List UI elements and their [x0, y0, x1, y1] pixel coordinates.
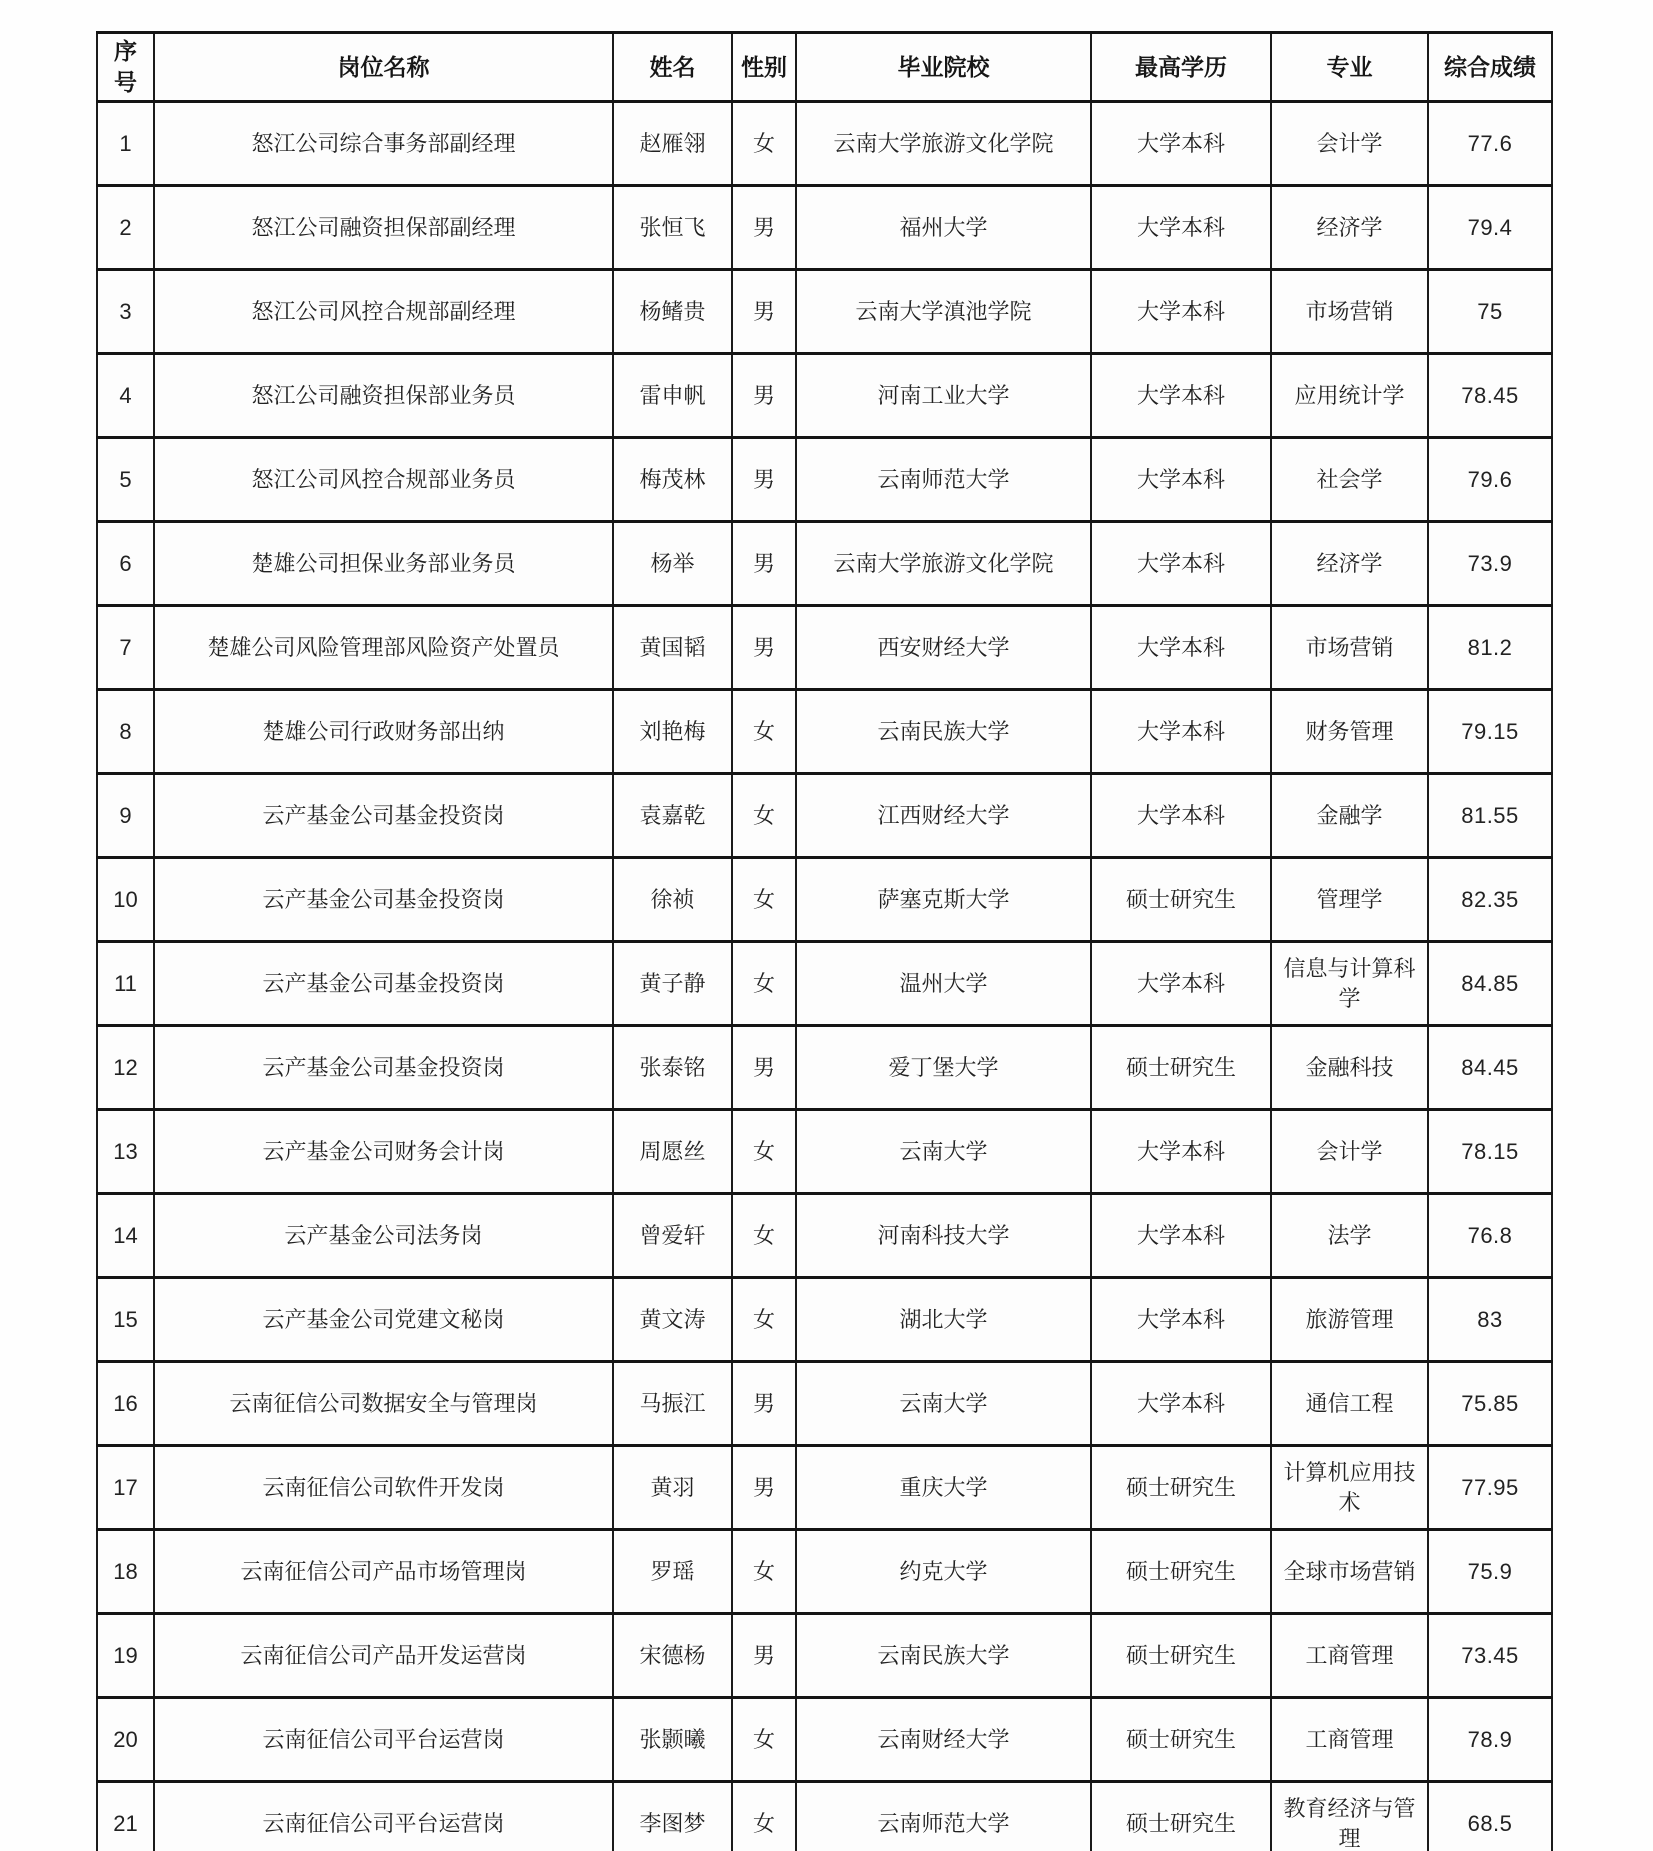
- cell-position: 怒江公司风控合规部副经理: [154, 270, 613, 354]
- cell-degree: 大学本科: [1091, 522, 1271, 606]
- cell-score: 81.2: [1428, 606, 1552, 690]
- cell-school: 萨塞克斯大学: [796, 858, 1091, 942]
- header-index: 序号: [97, 33, 154, 102]
- table-row: [97, 354, 1552, 438]
- cell-position: 云南征信公司软件开发岗: [154, 1446, 613, 1530]
- cell-name: 周愿丝: [613, 1110, 732, 1194]
- cell-score: 76.8: [1428, 1194, 1552, 1278]
- table-row: [97, 186, 1552, 270]
- cell-name: 梅茂林: [613, 438, 732, 522]
- cell-position: 云南征信公司产品开发运营岗: [154, 1614, 613, 1698]
- cell-school: 湖北大学: [796, 1278, 1091, 1362]
- cell-score: 79.6: [1428, 438, 1552, 522]
- cell-school: 福州大学: [796, 186, 1091, 270]
- table-body: [97, 102, 1552, 1851]
- cell-name: 张恒飞: [613, 186, 732, 270]
- cell-name: 杨鳍贵: [613, 270, 732, 354]
- header-gender: 性别: [732, 33, 796, 102]
- table-row: [97, 1110, 1552, 1194]
- cell-major: 计算机应用技术: [1271, 1446, 1428, 1530]
- table-row: [97, 270, 1552, 354]
- cell-major: 市场营销: [1271, 606, 1428, 690]
- cell-gender: 男: [732, 1026, 796, 1110]
- cell-name: 宋德杨: [613, 1614, 732, 1698]
- cell-gender: 男: [732, 438, 796, 522]
- cell-gender: 男: [732, 1614, 796, 1698]
- cell-position: 云产基金公司基金投资岗: [154, 858, 613, 942]
- cell-index: 17: [97, 1446, 154, 1530]
- table-row: [97, 690, 1552, 774]
- cell-index: 8: [97, 690, 154, 774]
- cell-school: 爱丁堡大学: [796, 1026, 1091, 1110]
- cell-score: 73.45: [1428, 1614, 1552, 1698]
- cell-degree: 大学本科: [1091, 1110, 1271, 1194]
- cell-score: 79.4: [1428, 186, 1552, 270]
- cell-gender: 男: [732, 522, 796, 606]
- cell-degree: 大学本科: [1091, 606, 1271, 690]
- cell-gender: 女: [732, 1782, 796, 1851]
- cell-name: 黄羽: [613, 1446, 732, 1530]
- cell-index: 5: [97, 438, 154, 522]
- cell-major: 通信工程: [1271, 1362, 1428, 1446]
- cell-major: 金融科技: [1271, 1026, 1428, 1110]
- cell-school: 云南师范大学: [796, 1782, 1091, 1851]
- cell-score: 78.15: [1428, 1110, 1552, 1194]
- cell-school: 云南大学旅游文化学院: [796, 102, 1091, 186]
- header-major: 专业: [1271, 33, 1428, 102]
- cell-index: 3: [97, 270, 154, 354]
- cell-index: 11: [97, 942, 154, 1026]
- cell-position: 云南征信公司平台运营岗: [154, 1782, 613, 1851]
- cell-score: 68.5: [1428, 1782, 1552, 1851]
- cell-score: 75.85: [1428, 1362, 1552, 1446]
- table-row: [97, 438, 1552, 522]
- header-degree: 最高学历: [1091, 33, 1271, 102]
- cell-position: 云南征信公司产品市场管理岗: [154, 1530, 613, 1614]
- cell-index: 10: [97, 858, 154, 942]
- table-row: [97, 858, 1552, 942]
- cell-degree: 大学本科: [1091, 438, 1271, 522]
- cell-score: 84.45: [1428, 1026, 1552, 1110]
- cell-name: 徐祯: [613, 858, 732, 942]
- cell-degree: 大学本科: [1091, 102, 1271, 186]
- cell-score: 75: [1428, 270, 1552, 354]
- cell-name: 刘艳梅: [613, 690, 732, 774]
- cell-gender: 女: [732, 690, 796, 774]
- cell-position: 楚雄公司行政财务部出纳: [154, 690, 613, 774]
- cell-school: 云南财经大学: [796, 1698, 1091, 1782]
- cell-degree: 硕士研究生: [1091, 1614, 1271, 1698]
- cell-major: 财务管理: [1271, 690, 1428, 774]
- cell-major: 教育经济与管理: [1271, 1782, 1428, 1851]
- header-name: 姓名: [613, 33, 732, 102]
- cell-school: 云南民族大学: [796, 690, 1091, 774]
- table-row: [97, 1446, 1552, 1530]
- cell-gender: 男: [732, 1446, 796, 1530]
- cell-gender: 女: [732, 1698, 796, 1782]
- cell-degree: 大学本科: [1091, 942, 1271, 1026]
- cell-gender: 男: [732, 354, 796, 438]
- cell-score: 79.15: [1428, 690, 1552, 774]
- cell-school: 重庆大学: [796, 1446, 1091, 1530]
- table-row: [97, 1194, 1552, 1278]
- cell-gender: 女: [732, 1278, 796, 1362]
- cell-major: 会计学: [1271, 1110, 1428, 1194]
- table-row: [97, 1026, 1552, 1110]
- cell-score: 84.85: [1428, 942, 1552, 1026]
- cell-name: 黄文涛: [613, 1278, 732, 1362]
- cell-score: 73.9: [1428, 522, 1552, 606]
- cell-name: 李图梦: [613, 1782, 732, 1851]
- table-header-row: [97, 33, 1552, 102]
- cell-degree: 大学本科: [1091, 1362, 1271, 1446]
- cell-index: 2: [97, 186, 154, 270]
- cell-position: 怒江公司融资担保部副经理: [154, 186, 613, 270]
- cell-major: 信息与计算科学: [1271, 942, 1428, 1026]
- header-position: 岗位名称: [154, 33, 613, 102]
- cell-name: 张泰铭: [613, 1026, 732, 1110]
- cell-position: 怒江公司融资担保部业务员: [154, 354, 613, 438]
- cell-position: 云南征信公司数据安全与管理岗: [154, 1362, 613, 1446]
- cell-name: 黄子静: [613, 942, 732, 1026]
- cell-index: 15: [97, 1278, 154, 1362]
- cell-name: 袁嘉乾: [613, 774, 732, 858]
- cell-index: 19: [97, 1614, 154, 1698]
- cell-school: 河南科技大学: [796, 1194, 1091, 1278]
- cell-score: 78.45: [1428, 354, 1552, 438]
- cell-position: 怒江公司风控合规部业务员: [154, 438, 613, 522]
- cell-name: 马振江: [613, 1362, 732, 1446]
- cell-position: 楚雄公司风险管理部风险资产处置员: [154, 606, 613, 690]
- cell-school: 温州大学: [796, 942, 1091, 1026]
- cell-position: 云产基金公司基金投资岗: [154, 1026, 613, 1110]
- cell-school: 云南大学: [796, 1110, 1091, 1194]
- cell-gender: 女: [732, 774, 796, 858]
- cell-name: 罗瑶: [613, 1530, 732, 1614]
- cell-position: 云产基金公司基金投资岗: [154, 774, 613, 858]
- cell-index: 13: [97, 1110, 154, 1194]
- cell-index: 6: [97, 522, 154, 606]
- header-school: 毕业院校: [796, 33, 1091, 102]
- cell-gender: 女: [732, 102, 796, 186]
- cell-score: 75.9: [1428, 1530, 1552, 1614]
- cell-major: 经济学: [1271, 522, 1428, 606]
- cell-major: 全球市场营销: [1271, 1530, 1428, 1614]
- cell-degree: 大学本科: [1091, 354, 1271, 438]
- cell-major: 会计学: [1271, 102, 1428, 186]
- cell-major: 法学: [1271, 1194, 1428, 1278]
- cell-school: 河南工业大学: [796, 354, 1091, 438]
- table-row: [97, 606, 1552, 690]
- cell-index: 14: [97, 1194, 154, 1278]
- cell-score: 82.35: [1428, 858, 1552, 942]
- cell-gender: 男: [732, 186, 796, 270]
- table-row: [97, 1698, 1552, 1782]
- cell-school: 云南大学: [796, 1362, 1091, 1446]
- cell-name: 张颢曦: [613, 1698, 732, 1782]
- table-row: [97, 1278, 1552, 1362]
- table-row: [97, 1362, 1552, 1446]
- table-row: [97, 942, 1552, 1026]
- cell-school: 云南大学旅游文化学院: [796, 522, 1091, 606]
- cell-degree: 硕士研究生: [1091, 1026, 1271, 1110]
- cell-major: 管理学: [1271, 858, 1428, 942]
- cell-index: 4: [97, 354, 154, 438]
- cell-school: 约克大学: [796, 1530, 1091, 1614]
- cell-index: 12: [97, 1026, 154, 1110]
- cell-score: 77.95: [1428, 1446, 1552, 1530]
- cell-major: 工商管理: [1271, 1614, 1428, 1698]
- cell-school: 江西财经大学: [796, 774, 1091, 858]
- cell-name: 杨举: [613, 522, 732, 606]
- cell-gender: 男: [732, 270, 796, 354]
- cell-major: 应用统计学: [1271, 354, 1428, 438]
- cell-gender: 女: [732, 1530, 796, 1614]
- header-score: 综合成绩: [1428, 33, 1552, 102]
- cell-degree: 硕士研究生: [1091, 1782, 1271, 1851]
- header-row: [97, 33, 1552, 102]
- cell-degree: 大学本科: [1091, 690, 1271, 774]
- cell-degree: 大学本科: [1091, 186, 1271, 270]
- cell-position: 云产基金公司党建文秘岗: [154, 1278, 613, 1362]
- cell-major: 社会学: [1271, 438, 1428, 522]
- cell-index: 20: [97, 1698, 154, 1782]
- table-row: [97, 774, 1552, 858]
- cell-gender: 女: [732, 1110, 796, 1194]
- cell-position: 楚雄公司担保业务部业务员: [154, 522, 613, 606]
- cell-name: 赵雁翎: [613, 102, 732, 186]
- cell-gender: 女: [732, 1194, 796, 1278]
- table-row: [97, 102, 1552, 186]
- cell-name: 黄国韬: [613, 606, 732, 690]
- cell-score: 81.55: [1428, 774, 1552, 858]
- cell-major: 工商管理: [1271, 1698, 1428, 1782]
- cell-index: 21: [97, 1782, 154, 1851]
- cell-gender: 女: [732, 858, 796, 942]
- table-row: [97, 1530, 1552, 1614]
- cell-position: 云产基金公司法务岗: [154, 1194, 613, 1278]
- cell-school: 云南师范大学: [796, 438, 1091, 522]
- cell-degree: 大学本科: [1091, 1194, 1271, 1278]
- cell-score: 78.9: [1428, 1698, 1552, 1782]
- cell-gender: 女: [732, 942, 796, 1026]
- cell-position: 怒江公司综合事务部副经理: [154, 102, 613, 186]
- cell-gender: 男: [732, 1362, 796, 1446]
- table-row: [97, 1782, 1552, 1851]
- cell-position: 云产基金公司基金投资岗: [154, 942, 613, 1026]
- cell-name: 曾爱轩: [613, 1194, 732, 1278]
- cell-degree: 硕士研究生: [1091, 1446, 1271, 1530]
- cell-position: 云南征信公司平台运营岗: [154, 1698, 613, 1782]
- cell-school: 云南民族大学: [796, 1614, 1091, 1698]
- cell-degree: 硕士研究生: [1091, 858, 1271, 942]
- recruitment-results-table: [96, 31, 1553, 1851]
- cell-major: 旅游管理: [1271, 1278, 1428, 1362]
- cell-position: 云产基金公司财务会计岗: [154, 1110, 613, 1194]
- cell-index: 1: [97, 102, 154, 186]
- cell-index: 16: [97, 1362, 154, 1446]
- cell-degree: 大学本科: [1091, 774, 1271, 858]
- cell-score: 83: [1428, 1278, 1552, 1362]
- cell-index: 9: [97, 774, 154, 858]
- table-row: [97, 1614, 1552, 1698]
- cell-major: 经济学: [1271, 186, 1428, 270]
- cell-index: 7: [97, 606, 154, 690]
- cell-school: 云南大学滇池学院: [796, 270, 1091, 354]
- cell-major: 金融学: [1271, 774, 1428, 858]
- cell-name: 雷申帆: [613, 354, 732, 438]
- cell-degree: 硕士研究生: [1091, 1530, 1271, 1614]
- table-row: [97, 522, 1552, 606]
- cell-index: 18: [97, 1530, 154, 1614]
- cell-degree: 大学本科: [1091, 270, 1271, 354]
- cell-degree: 大学本科: [1091, 1278, 1271, 1362]
- cell-major: 市场营销: [1271, 270, 1428, 354]
- cell-degree: 硕士研究生: [1091, 1698, 1271, 1782]
- cell-gender: 男: [732, 606, 796, 690]
- cell-score: 77.6: [1428, 102, 1552, 186]
- cell-school: 西安财经大学: [796, 606, 1091, 690]
